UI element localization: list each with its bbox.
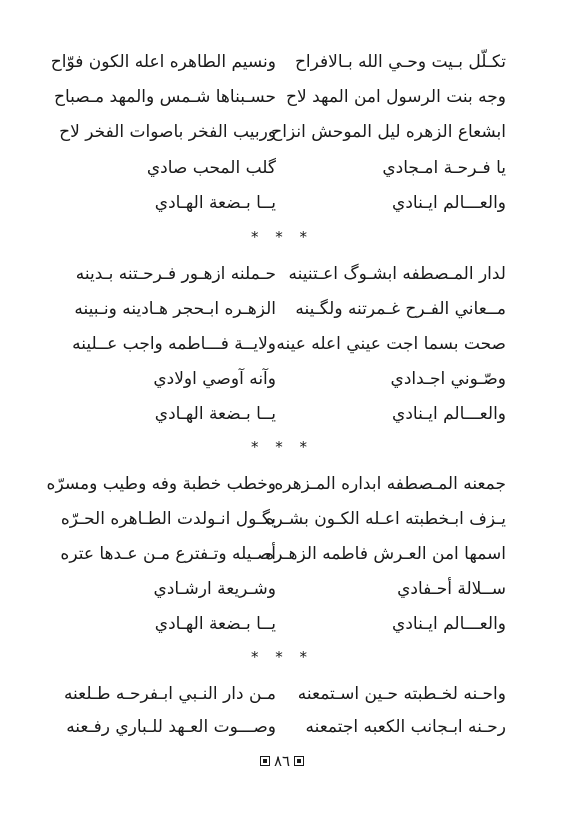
ornament-square-icon	[294, 756, 304, 766]
verse-right: ابشعاع الزهره ليل الموحش انزاح	[271, 122, 506, 142]
verse-right: رحـنه ابـجانب الكعبه اجتمعنه	[305, 717, 506, 737]
stanza-separator: * * *	[250, 228, 314, 246]
ornament-square-icon	[260, 756, 270, 766]
verse-right: جمعنه المـصطفه ابداره المـزهره	[274, 474, 506, 494]
verse-right: وجه بنت الرسول امن المهد لاح	[286, 87, 506, 107]
verse-left: يگـول انـولدت الطـاهره الحـرّه	[60, 509, 276, 529]
verse-left: وخطب خطبة وفه وطيب ومسرّه	[46, 474, 276, 494]
verse-left: حـملنه ازهـور فـرحـتنه بـدينه	[75, 264, 276, 284]
refrain-left: يــا بـضعة الهـادي	[154, 193, 276, 213]
verse-left: حسـبناها شـمس والمهد مـصباح	[54, 87, 276, 107]
chorus-left: گلب المحب صادي	[146, 158, 276, 178]
verse-right: تكـلّل بـيت وحـي الله بـالافراح	[294, 52, 506, 72]
verse-left: الزهـره ابـحجر هـادينه ونـبينه	[74, 299, 276, 319]
verse-left: أصـيله وتـفترع مـن عـدها عتره	[60, 544, 276, 564]
chorus-right: يا فـرحـة امـجادي	[382, 158, 506, 178]
verse-right: لدار المـصطفه ابشـوگ اعـتنينه	[288, 264, 506, 284]
refrain-right: والعـــالم ايـنادي	[392, 614, 506, 634]
verse-right: يـزف ابـخطبته اعـله الكـون بشـره	[265, 509, 506, 529]
verse-left: وربيب الفخر باصوات الفخر لاح	[59, 122, 276, 142]
verse-left: مـن دار النـبي ابـفرحـه طـلعنه	[63, 684, 276, 704]
verse-left: ونسيم الطاهره اعله الكون فوّاح	[50, 52, 276, 72]
verse-left: ولايــة فـــاطمه واجب عــلينه	[72, 334, 276, 354]
verse-right: صحت بسما اجت عيني اعله عينه	[276, 334, 506, 354]
stanza-separator: * * *	[250, 438, 314, 456]
verse-right: مــعاني الفـرح غـمرتنه ولگـينه	[295, 299, 506, 319]
page-number: ٨٦	[273, 752, 291, 770]
refrain-right: والعـــالم ايـنادي	[392, 193, 506, 213]
refrain-left: يــا بـضعة الهـادي	[154, 614, 276, 634]
chorus-right: ســلالة أحـفادي	[397, 579, 506, 599]
refrain-right: والعـــالم ايـنادي	[392, 404, 506, 424]
chorus-right: وصّـوني اجـدادي	[390, 369, 506, 389]
chorus-left: وآنه آوصي اولادي	[153, 369, 276, 389]
verse-right: اسمها امن العـرش فاطمه الزهـره	[265, 544, 506, 564]
verse-right: واحـنه لخـطبته حـين اسـتمعنه	[297, 684, 506, 704]
chorus-left: وشـريعة ارشـادي	[153, 579, 276, 599]
stanza-separator: * * *	[250, 648, 314, 666]
refrain-left: يــا بـضعة الهـادي	[154, 404, 276, 424]
verse-left: وصـــوت العـهد للـباري رفـعنه	[66, 717, 276, 737]
page-number-footer	[0, 751, 564, 771]
